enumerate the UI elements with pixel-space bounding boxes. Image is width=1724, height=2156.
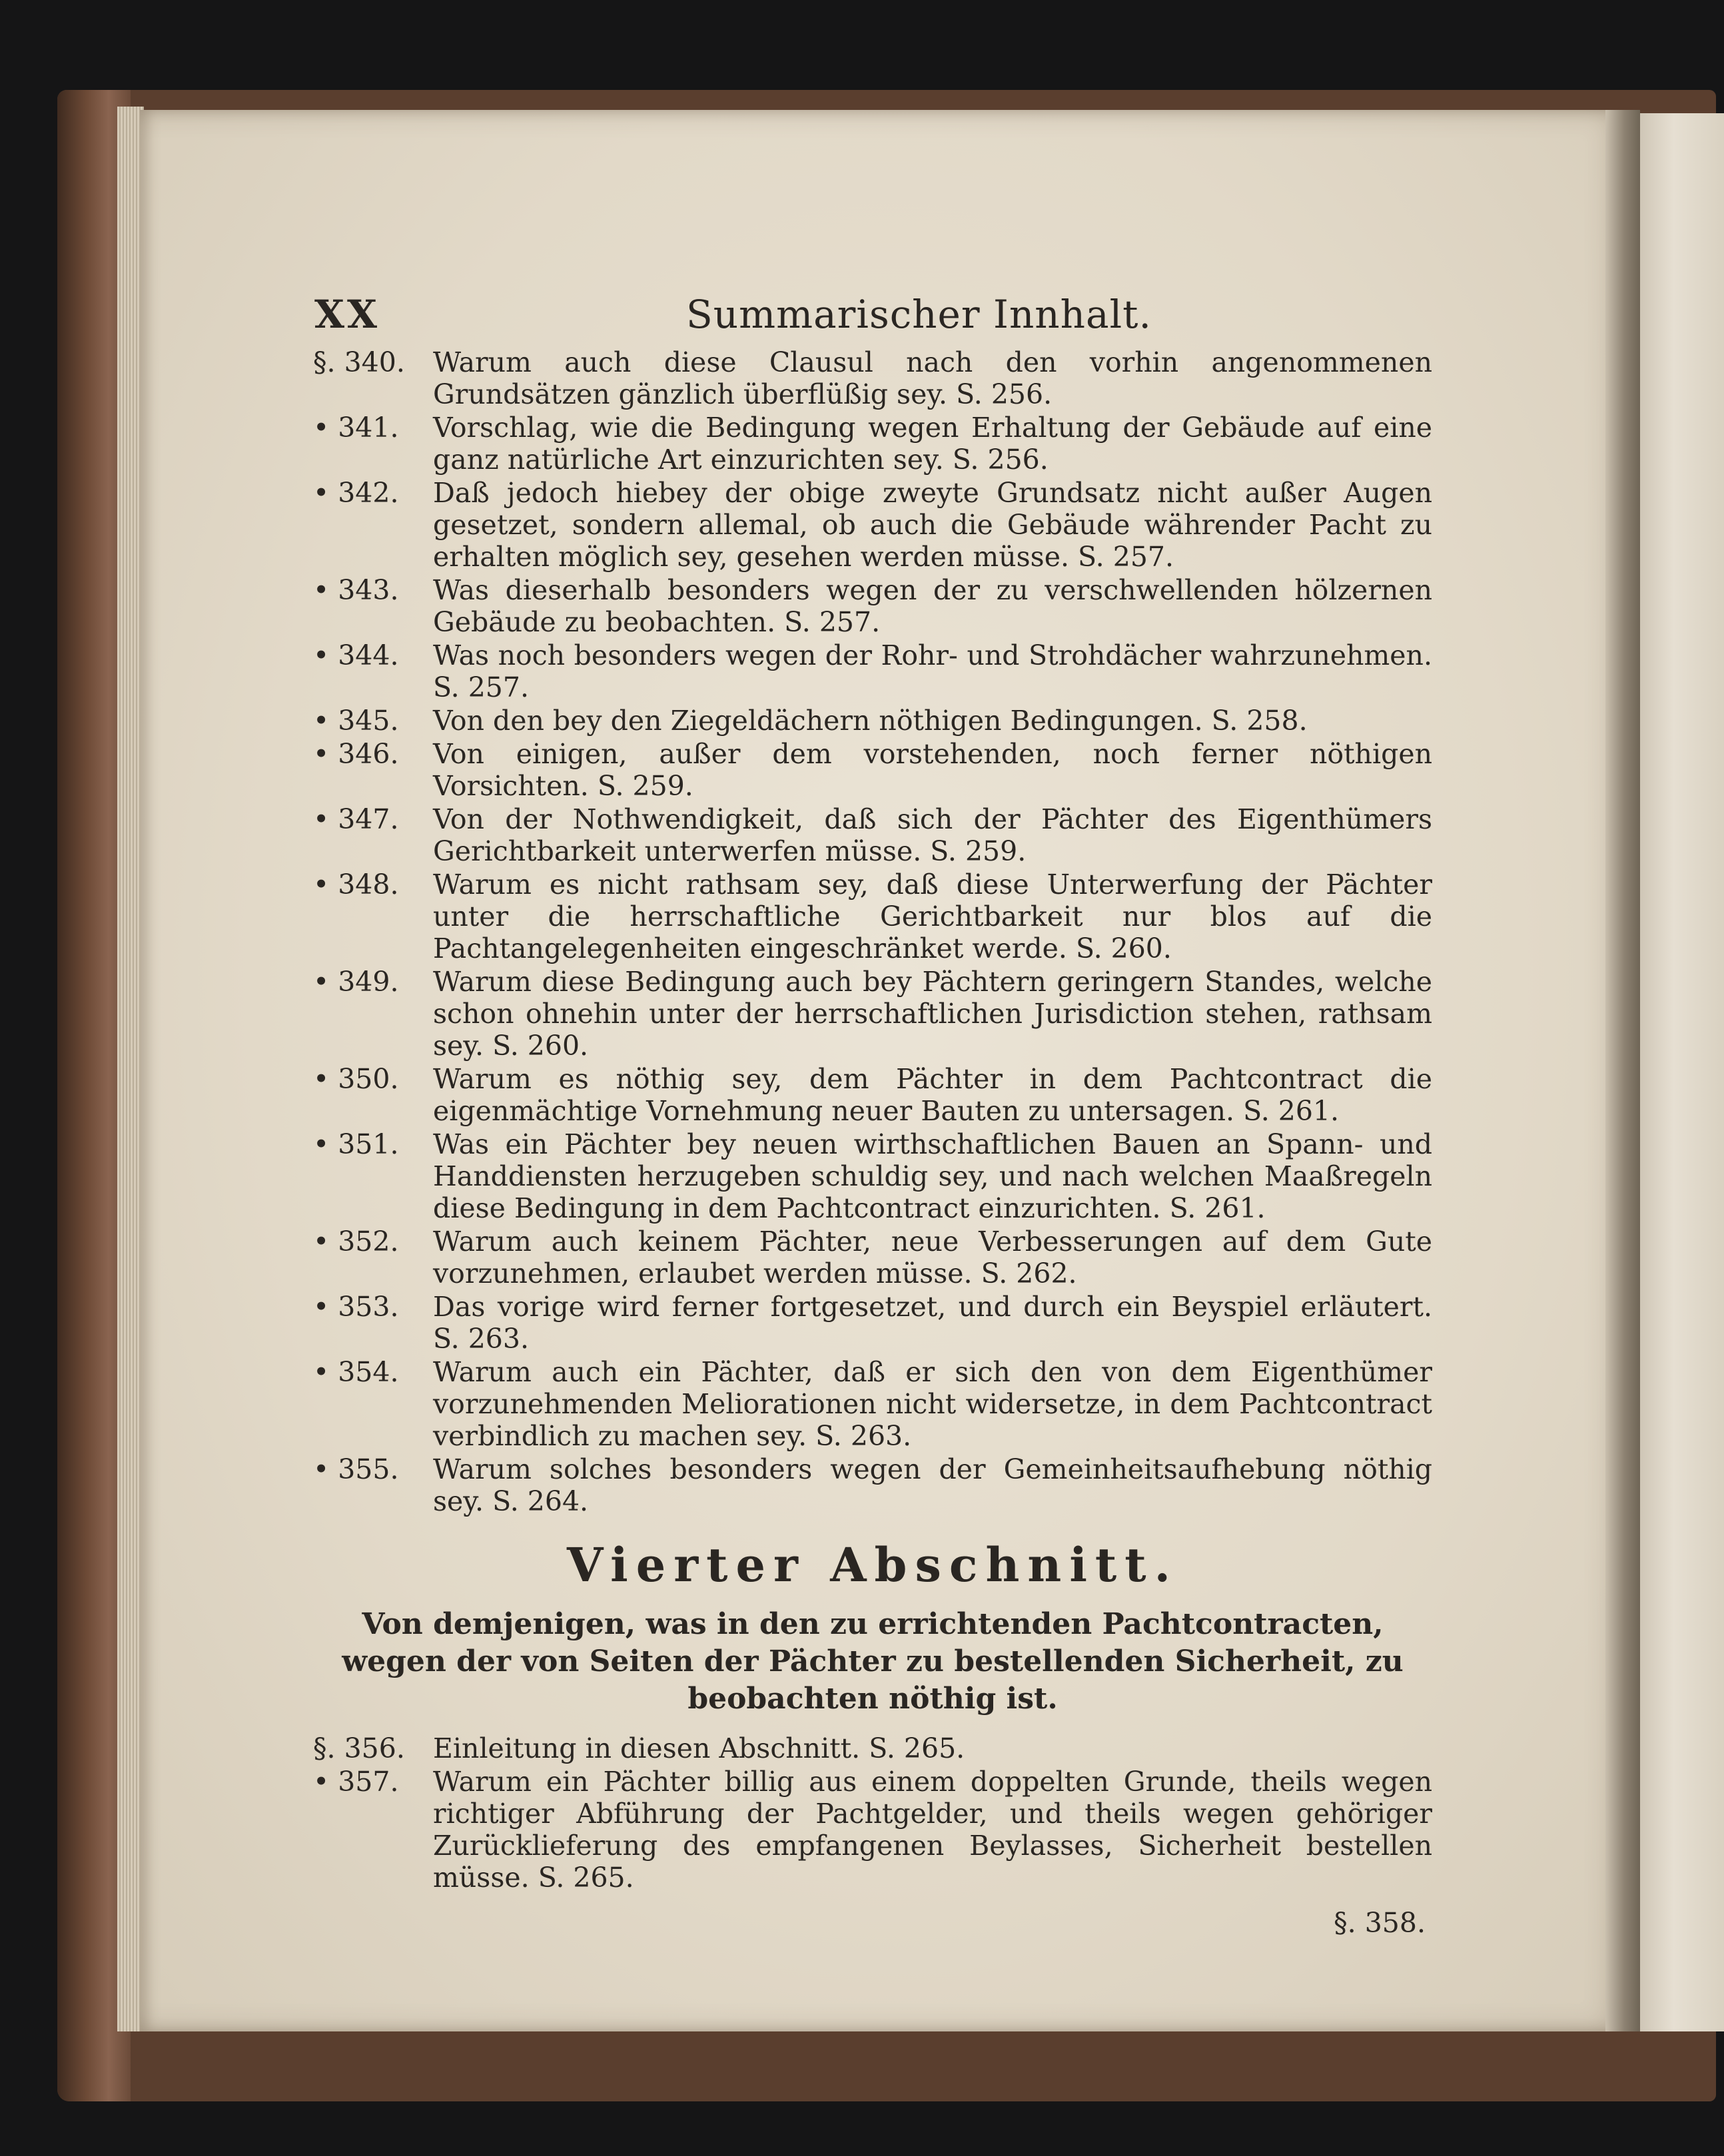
section-number: • 357. bbox=[313, 1766, 399, 1798]
entry-text: Einleitung in diesen Abschnitt. S. 265. bbox=[433, 1732, 965, 1764]
list-item bbox=[313, 1766, 1432, 1894]
list-item bbox=[313, 412, 1432, 476]
entry-text: Warum ein Pächter billig aus einem doppelten Grunde, theils wegen richtiger Abführung der Pachtgelder, und theils wegen gehöriger Zurücklieferung des empfangenen Beylasses, Sicherheit bestellen müsse. S. 265. bbox=[433, 1766, 1432, 1894]
section-number: • 355. bbox=[313, 1453, 399, 1485]
right-page-edge bbox=[1640, 113, 1724, 2031]
page-number: XX bbox=[314, 292, 380, 337]
entry-text: Von einigen, außer dem vorstehenden, noch ferner nöthigen Vorsichten. S. 259. bbox=[433, 738, 1432, 802]
section-number: • 353. bbox=[313, 1291, 399, 1323]
list-item bbox=[313, 966, 1432, 1062]
entry-text: Warum diese Bedingung auch bey Pächtern geringern Standes, welche schon ohnehin unter der herrschaftlichen Jurisdiction stehen, rathsam sey. S. 260. bbox=[433, 966, 1432, 1062]
running-title: Summarischer Innhalt. bbox=[686, 292, 1152, 337]
section-number: • 341. bbox=[313, 412, 399, 444]
entry-text: Warum es nicht rathsam sey, daß diese Unterwerfung der Pächter unter die herrschaftliche Gerichtbarkeit nur blos auf die Pachtangelegenheiten eingeschränket werde. S. 260. bbox=[433, 869, 1432, 964]
list-item bbox=[313, 738, 1432, 802]
entry-text: Von den bey den Ziegeldächern nöthigen Bedingungen. S. 258. bbox=[433, 705, 1308, 737]
entry-text: Vorschlag, wie die Bedingung wegen Erhaltung der Gebäude auf eine ganz natürliche Art einzurichten sey. S. 256. bbox=[433, 412, 1432, 476]
section-number: • 350. bbox=[313, 1063, 399, 1095]
entry-text: Was noch besonders wegen der Rohr- und Strohdächer wahrzunehmen. S. 257. bbox=[433, 639, 1432, 703]
section-number: §. 340. bbox=[313, 346, 405, 378]
section-number: • 342. bbox=[313, 477, 399, 509]
section-number: • 354. bbox=[313, 1356, 399, 1388]
list-item bbox=[313, 1128, 1432, 1224]
list-item bbox=[313, 1356, 1432, 1452]
list-item bbox=[313, 1732, 1432, 1764]
page-header bbox=[313, 280, 1432, 346]
section-number: • 349. bbox=[313, 966, 399, 998]
entry-text: Warum solches besonders wegen der Gemeinheitsaufhebung nöthig sey. S. 264. bbox=[433, 1453, 1432, 1517]
section-heading: Vierter Abschnitt. bbox=[567, 1537, 1178, 1593]
list-item bbox=[313, 705, 1432, 737]
page-text bbox=[313, 280, 1432, 1939]
section-number: • 348. bbox=[313, 869, 399, 900]
list-item bbox=[313, 803, 1432, 867]
entry-list-b bbox=[313, 1732, 1432, 1894]
entry-list-a bbox=[313, 346, 1432, 1517]
entry-text: Warum es nöthig sey, dem Pächter in dem Pachtcontract die eigenmächtige Vornehmung neuer Bauten zu untersagen. S. 261. bbox=[433, 1063, 1432, 1127]
section-number: §. 356. bbox=[313, 1732, 405, 1764]
page-gutter bbox=[1605, 110, 1640, 2031]
entry-text: Von der Nothwendigkeit, daß sich der Pächter des Eigenthümers Gerichtbarkeit unterwerfen müsse. S. 259. bbox=[433, 803, 1432, 867]
entry-text: Das vorige wird ferner fortgesetzet, und durch ein Beyspiel erläutert. S. 263. bbox=[433, 1291, 1432, 1355]
section-number: • 352. bbox=[313, 1226, 399, 1258]
catchword: §. 358. bbox=[1334, 1907, 1426, 1939]
list-item bbox=[313, 1291, 1432, 1355]
list-item bbox=[313, 869, 1432, 964]
list-item bbox=[313, 346, 1432, 410]
list-item bbox=[313, 1226, 1432, 1289]
list-item bbox=[313, 639, 1432, 703]
list-item bbox=[313, 1063, 1432, 1127]
entry-text: Warum auch ein Pächter, daß er sich den von dem Eigenthümer vorzunehmenden Meliorationen nicht widersetze, in dem Pachtcontract verbindlich zu machen sey. S. 263. bbox=[433, 1356, 1432, 1452]
section-number: • 343. bbox=[313, 574, 399, 606]
entry-text: Warum auch keinem Pächter, neue Verbesserungen auf dem Gute vorzunehmen, erlaubet werden müsse. S. 262. bbox=[433, 1226, 1432, 1289]
section-subtitle: Von demjenigen, was in den zu errichtenden Pachtcontracten, wegen der von Seiten der Pächter zu bestellenden Sicherheit, zu beobachten nöthig ist. bbox=[342, 1607, 1404, 1716]
section-number: • 351. bbox=[313, 1128, 399, 1160]
entry-text: Was ein Pächter bey neuen wirthschaftlichen Bauen an Spann- und Handdiensten herzugeben schuldig sey, und nach welchen Maaßregeln diese Bedingung in dem Pachtcontract einzurichten. S. 261. bbox=[433, 1128, 1432, 1224]
section-number: • 346. bbox=[313, 738, 399, 770]
entry-text: Daß jedoch hiebey der obige zweyte Grundsatz nicht außer Augen gesetzet, sondern allemal, ob auch die Gebäude währender Pacht zu erhalten möglich sey, gesehen werden müsse. S. 257. bbox=[433, 477, 1432, 573]
entry-text: Was dieserhalb besonders wegen der zu verschwellenden hölzernen Gebäude zu beobachten. S. 257. bbox=[433, 574, 1432, 638]
section-number: • 344. bbox=[313, 639, 399, 671]
entry-text: Warum auch diese Clausul nach den vorhin angenommenen Grundsätzen gänzlich überflüßig sey. S. 256. bbox=[433, 346, 1432, 410]
list-item bbox=[313, 477, 1432, 573]
section-number: • 347. bbox=[313, 803, 399, 835]
list-item bbox=[313, 574, 1432, 638]
section-number: • 345. bbox=[313, 705, 399, 737]
list-item bbox=[313, 1453, 1432, 1517]
